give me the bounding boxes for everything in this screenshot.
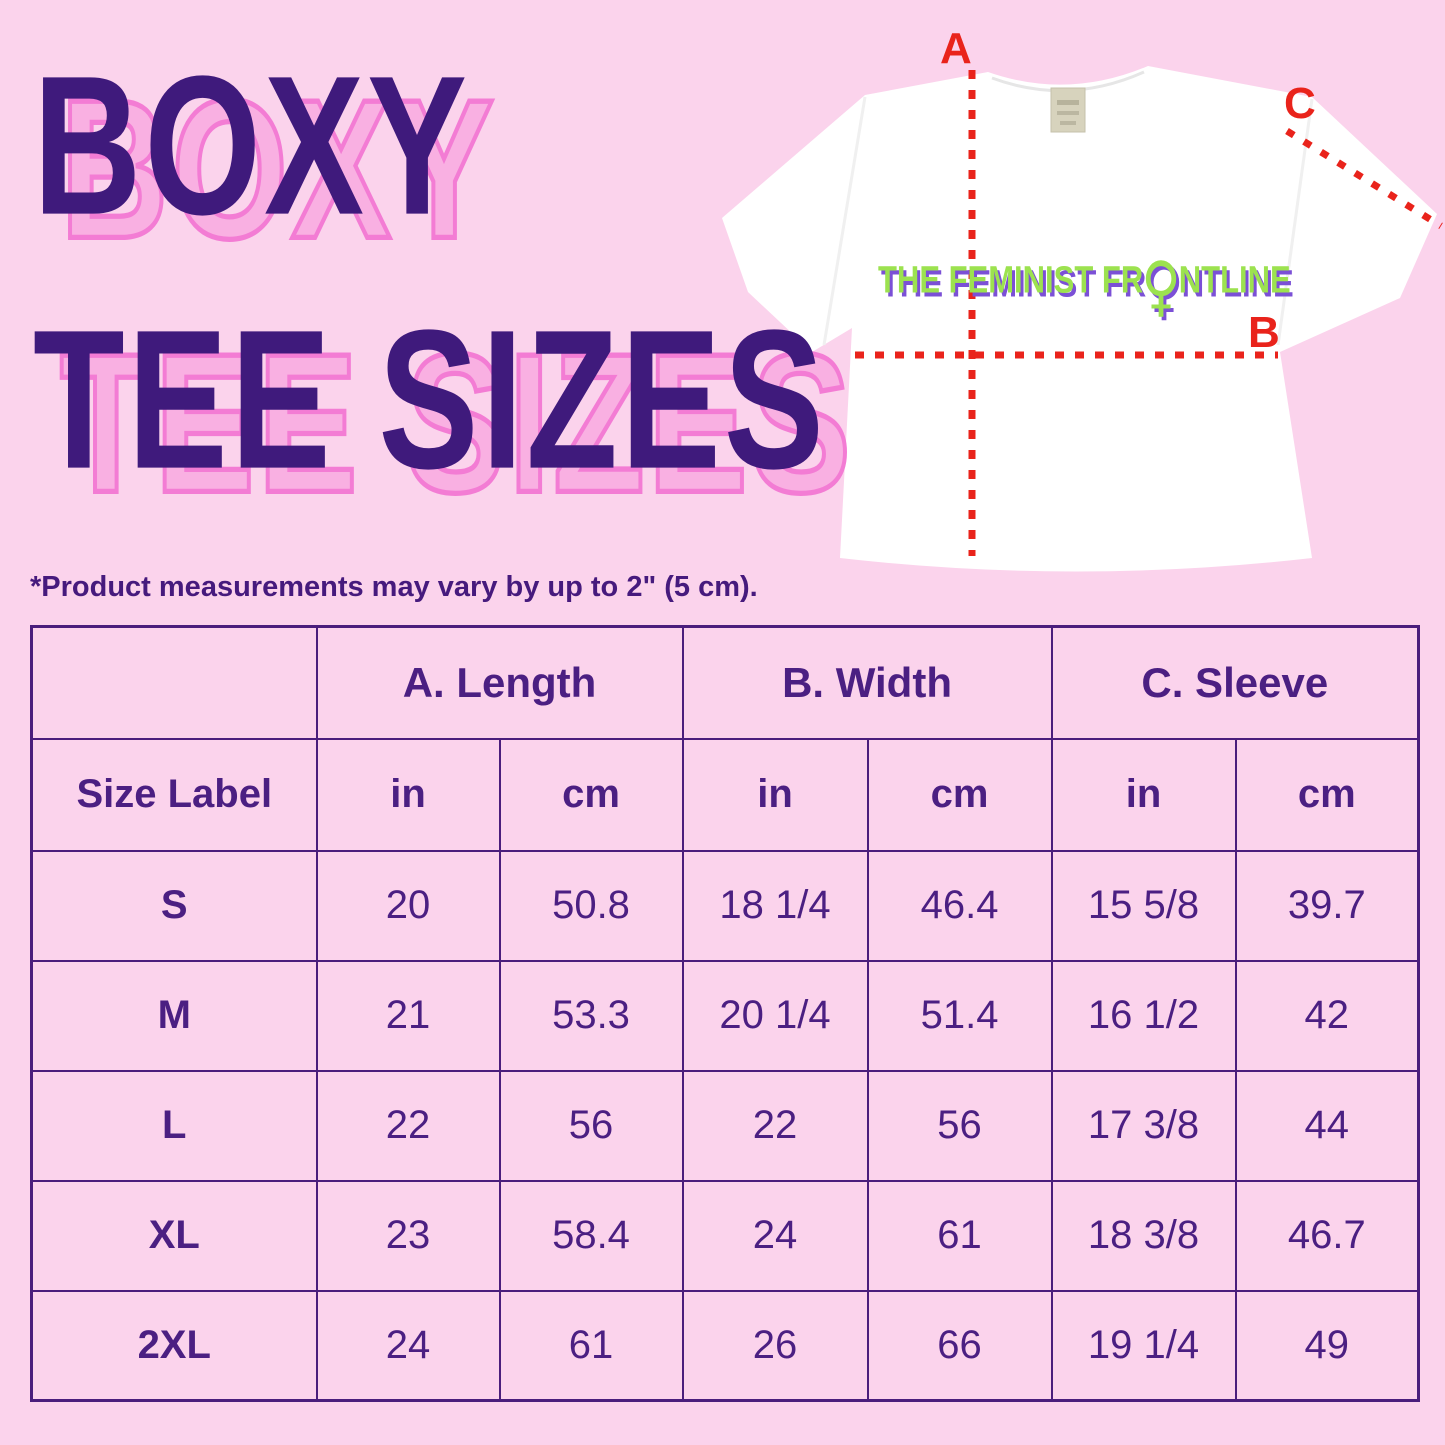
neck-tag-print [1057, 100, 1079, 105]
value-cell: 19 1/4 [1052, 1291, 1236, 1401]
value-cell: 46.7 [1236, 1181, 1419, 1291]
measure-label-c: C [1284, 79, 1316, 128]
table-row-2xl [32, 1291, 1419, 1401]
value-cell: 49 [1236, 1291, 1419, 1401]
page-title-line-1: BOXY BOXY [33, 46, 470, 244]
size-cell: L [32, 1071, 317, 1181]
value-cell: 17 3/8 [1052, 1071, 1236, 1181]
value-cell: 53.3 [500, 961, 683, 1071]
value-cell: 39.7 [1236, 851, 1419, 961]
corner-cell [32, 627, 317, 739]
value-cell: 21 [317, 961, 500, 1071]
value-cell: 22 [317, 1071, 500, 1181]
table-group-header-row [32, 627, 1419, 739]
value-cell: 20 1/4 [683, 961, 868, 1071]
value-cell: 42 [1236, 961, 1419, 1071]
size-table [30, 625, 1420, 1402]
page-title-line-2: TEE SIZES TEE SIZES [33, 300, 827, 498]
value-cell: 20 [317, 851, 500, 961]
measurement-disclaimer: *Product measurements may vary by up to 2" (5 cm). [30, 571, 758, 603]
size-cell: M [32, 961, 317, 1071]
value-cell: 23 [317, 1181, 500, 1291]
group-header-sleeve: C. Sleeve [1052, 627, 1419, 739]
value-cell: 50.8 [500, 851, 683, 961]
unit-header-length-in: in [317, 739, 500, 851]
value-cell: 61 [868, 1181, 1052, 1291]
unit-header-width-cm: cm [868, 739, 1052, 851]
value-cell: 61 [500, 1291, 683, 1401]
size-cell: S [32, 851, 317, 961]
measure-label-b: B [1248, 308, 1280, 357]
measure-label-a: A [940, 24, 972, 73]
value-cell: 44 [1236, 1071, 1419, 1181]
value-cell: 16 1/2 [1052, 961, 1236, 1071]
size-label-header: Size Label [32, 739, 317, 851]
value-cell: 22 [683, 1071, 868, 1181]
unit-header-sleeve-cm: cm [1236, 739, 1419, 851]
tee-chest-logo: THE FEMINIST FR♀NTLINE [878, 247, 1291, 325]
value-cell: 56 [868, 1071, 1052, 1181]
value-cell: 18 3/8 [1052, 1181, 1236, 1291]
group-header-width: B. Width [683, 627, 1052, 739]
value-cell: 18 1/4 [683, 851, 868, 961]
value-cell: 24 [317, 1291, 500, 1401]
table-row-m [32, 961, 1419, 1071]
logo-text-post: NTLINE [1178, 258, 1291, 302]
value-cell: 58.4 [500, 1181, 683, 1291]
neck-tag [1051, 88, 1085, 132]
unit-header-width-in: in [683, 739, 868, 851]
value-cell: 15 5/8 [1052, 851, 1236, 961]
group-header-length: A. Length [317, 627, 683, 739]
unit-header-sleeve-in: in [1052, 739, 1236, 851]
value-cell: 66 [868, 1291, 1052, 1401]
neck-tag-print [1057, 111, 1079, 115]
table-row-xl [32, 1181, 1419, 1291]
table-row-s [32, 851, 1419, 961]
value-cell: 24 [683, 1181, 868, 1291]
value-cell: 46.4 [868, 851, 1052, 961]
value-cell: 26 [683, 1291, 868, 1401]
value-cell: 51.4 [868, 961, 1052, 1071]
value-cell: 56 [500, 1071, 683, 1181]
size-cell: XL [32, 1181, 317, 1291]
logo-text-pre: THE FEMINIST FR [878, 258, 1144, 302]
size-cell: 2XL [32, 1291, 317, 1401]
unit-header-length-cm: cm [500, 739, 683, 851]
table-units-row [32, 739, 1419, 851]
table-row-l [32, 1071, 1419, 1181]
neck-tag-print [1060, 121, 1076, 125]
